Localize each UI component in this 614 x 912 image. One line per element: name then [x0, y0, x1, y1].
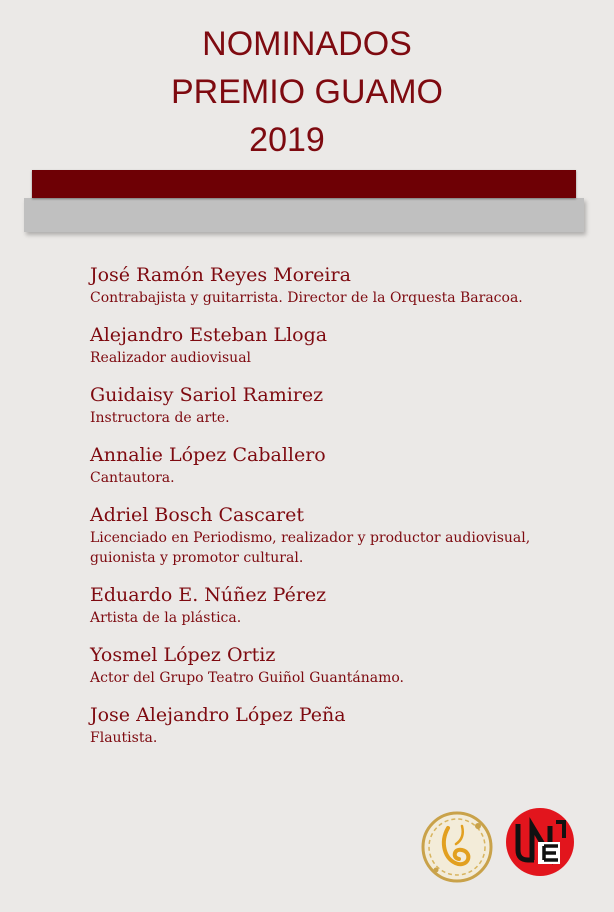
nominee-description: Flautista. [90, 730, 158, 746]
nominee-name: Jose Alejandro López Peña [90, 704, 346, 726]
nominee-description: Artista de la plástica. [90, 610, 242, 626]
nominee-item [90, 502, 600, 568]
nominee-description: Actor del Grupo Teatro Guiñol Guantánamo. [90, 670, 404, 686]
nominee-item [90, 322, 600, 368]
nominee-name: Annalie López Caballero [90, 444, 326, 466]
title-line-year: 2019 [249, 121, 325, 159]
nominee-description: Contrabajista y guitarrista. Director de la Orquesta Baracoa. [90, 290, 523, 306]
nominee-description: Instructora de arte. [90, 410, 230, 426]
nominee-list [90, 262, 600, 762]
gray-banner-bar [24, 198, 584, 232]
nominee-description: Realizador audiovisual [90, 350, 252, 366]
nominee-description: Cantautora. [90, 470, 175, 486]
red-banner-bar [32, 170, 576, 198]
nominee-item [90, 382, 600, 428]
nominee-name: Alejandro Esteban Lloga [90, 324, 328, 346]
nominee-item [90, 262, 600, 308]
nominee-name: Guidaisy Sariol Ramirez [90, 384, 324, 406]
nominee-name: Eduardo E. Núñez Pérez [90, 584, 327, 606]
nominee-description: Licenciado en Periodismo, realizador y productor audiovisual, guionista y promotor cultural. [90, 530, 531, 566]
title-line-nominados: NOMINADOS [202, 25, 412, 63]
nominee-item [90, 582, 600, 628]
nominee-name: José Ramón Reyes Moreira [90, 264, 351, 286]
guamo-award-logo [418, 808, 496, 886]
title-line-premio: PREMIO GUAMO [170, 73, 444, 111]
nominee-item [90, 702, 600, 748]
nominee-name: Yosmel López Ortiz [90, 644, 276, 666]
uneac-logo [504, 806, 576, 878]
page-title [0, 20, 614, 164]
nominee-item [90, 442, 600, 488]
nominee-item [90, 642, 600, 688]
nominee-name: Adriel Bosch Cascaret [90, 504, 305, 526]
